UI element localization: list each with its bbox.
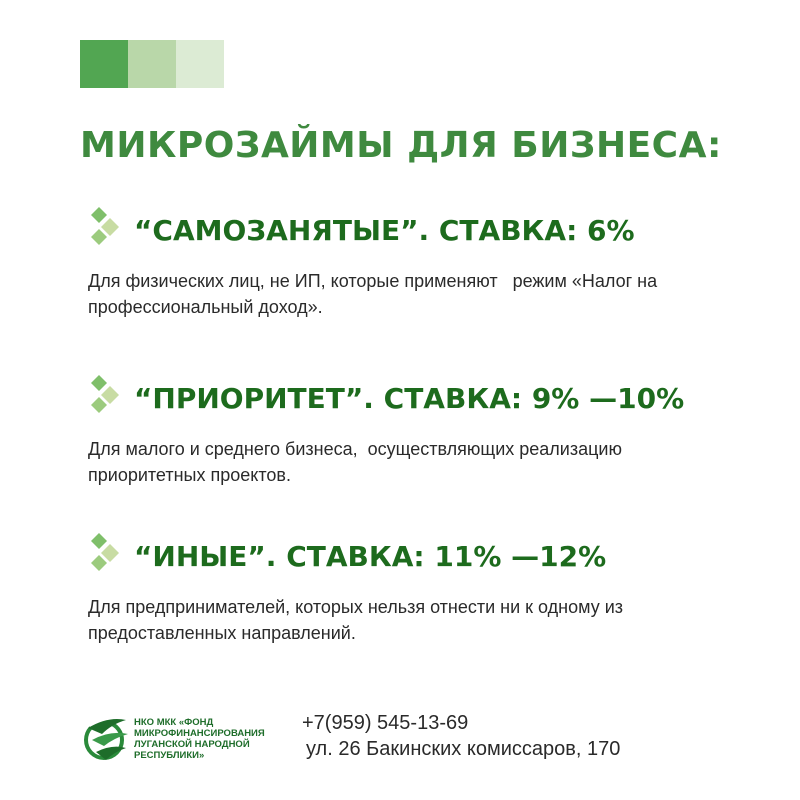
section-self-employed xyxy=(88,207,768,320)
swatch-pale-green xyxy=(176,40,224,88)
page-title: МИКРОЗАЙМЫ ДЛЯ БИЗНЕСА: xyxy=(80,125,722,166)
fund-logo-icon xyxy=(82,710,132,766)
section-header xyxy=(88,533,768,579)
footer xyxy=(82,706,722,776)
section-heading: “ИНЫЕ”. СТАВКА: 11% —12% xyxy=(134,540,607,573)
section-description: Для физических лиц, не ИП, которые применяют режим «Налог на профессиональный доход». xyxy=(88,271,663,317)
phone-number: +7(959) 545-13-69 xyxy=(302,712,469,734)
section-header xyxy=(88,375,768,421)
color-swatches xyxy=(80,40,224,88)
org-name: НКО МКК «ФОНД МИКРОФИНАНСИРОВАНИЯ ЛУГАНСКОЙ НАРОДНОЙ РЕСПУБЛИКИ» xyxy=(134,717,265,761)
section-header xyxy=(88,207,768,253)
diamond-bullet-icon xyxy=(88,207,130,253)
swatch-light-green xyxy=(128,40,176,88)
section-heading: “ПРИОРИТЕТ”. СТАВКА: 9% —10% xyxy=(134,382,685,415)
contact-info xyxy=(302,710,620,762)
address: ул. 26 Бакинских комиссаров, 170 xyxy=(306,738,621,760)
diamond-bullet-icon xyxy=(88,533,130,579)
section-priority xyxy=(88,375,768,488)
diamond-bullet-icon xyxy=(88,375,130,421)
section-description: Для предпринимателей, которых нельзя отнести ни к одному из предоставленных направлений. xyxy=(88,597,629,643)
section-heading: “САМОЗАНЯТЫЕ”. СТАВКА: 6% xyxy=(134,214,635,247)
section-description: Для малого и среднего бизнеса, осуществляющих реализацию приоритетных проектов. xyxy=(88,439,627,485)
swatch-dark-green xyxy=(80,40,128,88)
section-other xyxy=(88,533,768,646)
